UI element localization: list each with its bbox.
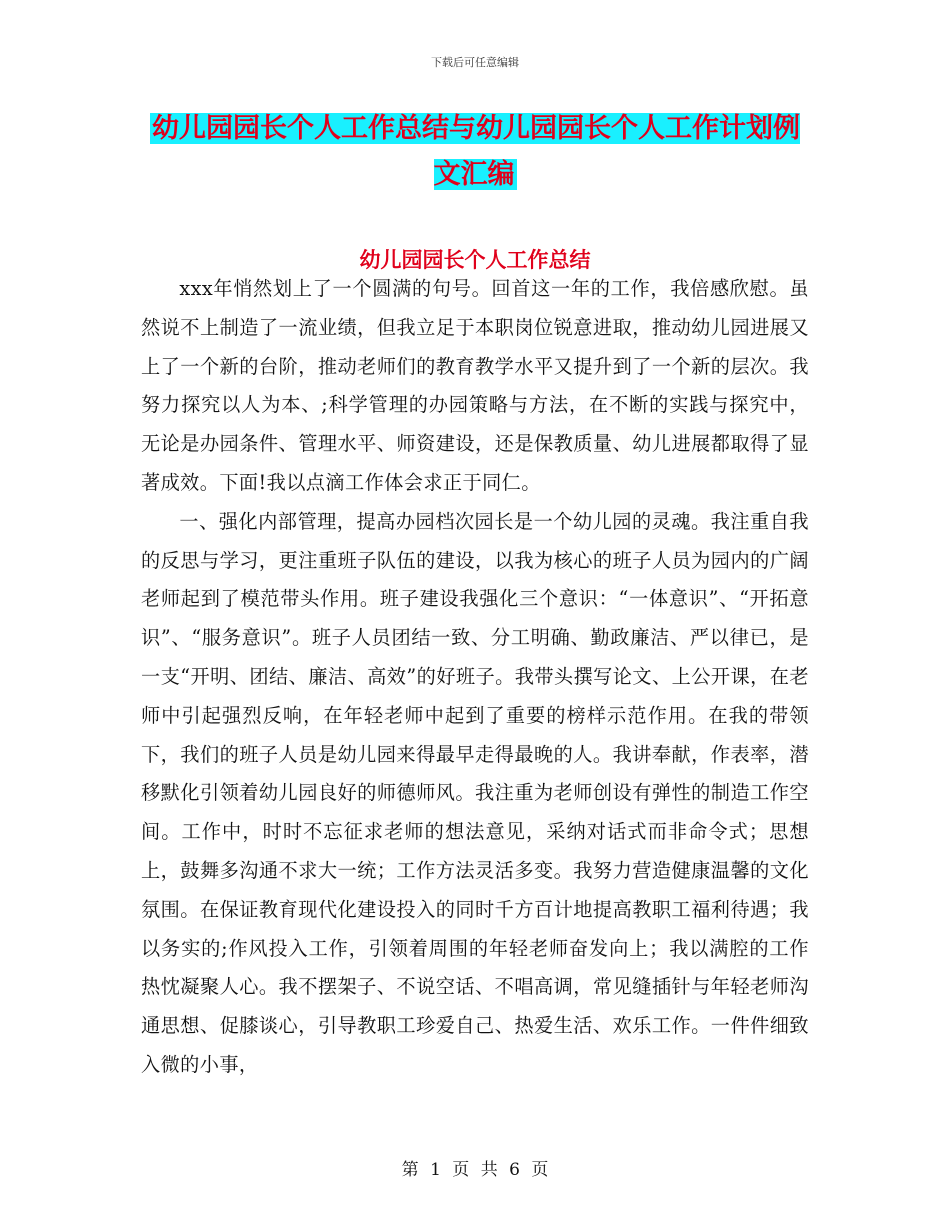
body-text <box>141 270 809 1085</box>
document-title-text: 幼儿园园长个人工作总结与幼儿园园长个人工作计划例文汇编 <box>152 113 800 190</box>
paragraph: xxx年悄然划上了一个圆满的句号。回首这一年的工作，我倍感欣慰。虽然说不上制造了一流业绩，但我立足于本职岗位锐意进取，推动幼儿园进展又上了一个新的台阶，推动老师们的教育教学水平又提升到了一个新的层次。我努力探究以人为本、;科学管理的办园策略与方法，在不断的实践与探究中，无论是办园条件、管理水平、师资建设，还是保教质量、幼儿进展都取得了显著成效。下面!我以点滴工作体会求正于同仁。 <box>141 277 809 494</box>
document-title <box>140 106 810 198</box>
paragraph: 一、强化内部管理，提高办园档次园长是一个幼儿园的灵魂。我注重自我的反思与学习，更注重班子队伍的建设，以我为核心的班子人员为园内的广阔老师起到了模范带头作用。班子建设我强化三个意识：“一体意识”、“开拓意识”、“服务意识”。班子人员团结一致、分工明确、勤政廉洁、严以律已，是一支“开明、团结、廉洁、高效”的好班子。我带头撰写论文、上公开课，在老师中引起强烈反响，在年轻老师中起到了重要的榜样示范作用。在我的带领下，我们的班子人员是幼儿园来得最早走得最晚的人。我讲奉献，作表率，潜移默化引领着幼儿园良好的师德师风。我注重为老师创设有弹性的制造工作空间。工作中，时时不忘征求老师的想法意见，采纳对话式而非命令式；思想上，鼓舞多沟通不求大一统；工作方法灵活多变。我努力营造健康温馨的文化氛围。在保证教育现代化建设投入的同时千方百计地提高教职工福利待遇；我以务实的;作风投入工作，引领着周围的年轻老师奋发向上；我以满腔的工作热忱凝聚人心。我不摆架子、不说空话、不唱高调，常见缝插针与年轻老师沟通思想、促膝谈心，引导教职工珍爱自己、热爱生活、欢乐工作。一件件细致入微的小事， <box>141 509 809 1076</box>
section-title: 幼儿园园长个人工作总结 <box>359 248 591 272</box>
header-note: 下载后可任意编辑 <box>431 56 519 69</box>
page-number: 第 1 页 共 6 页 <box>401 1160 549 1180</box>
